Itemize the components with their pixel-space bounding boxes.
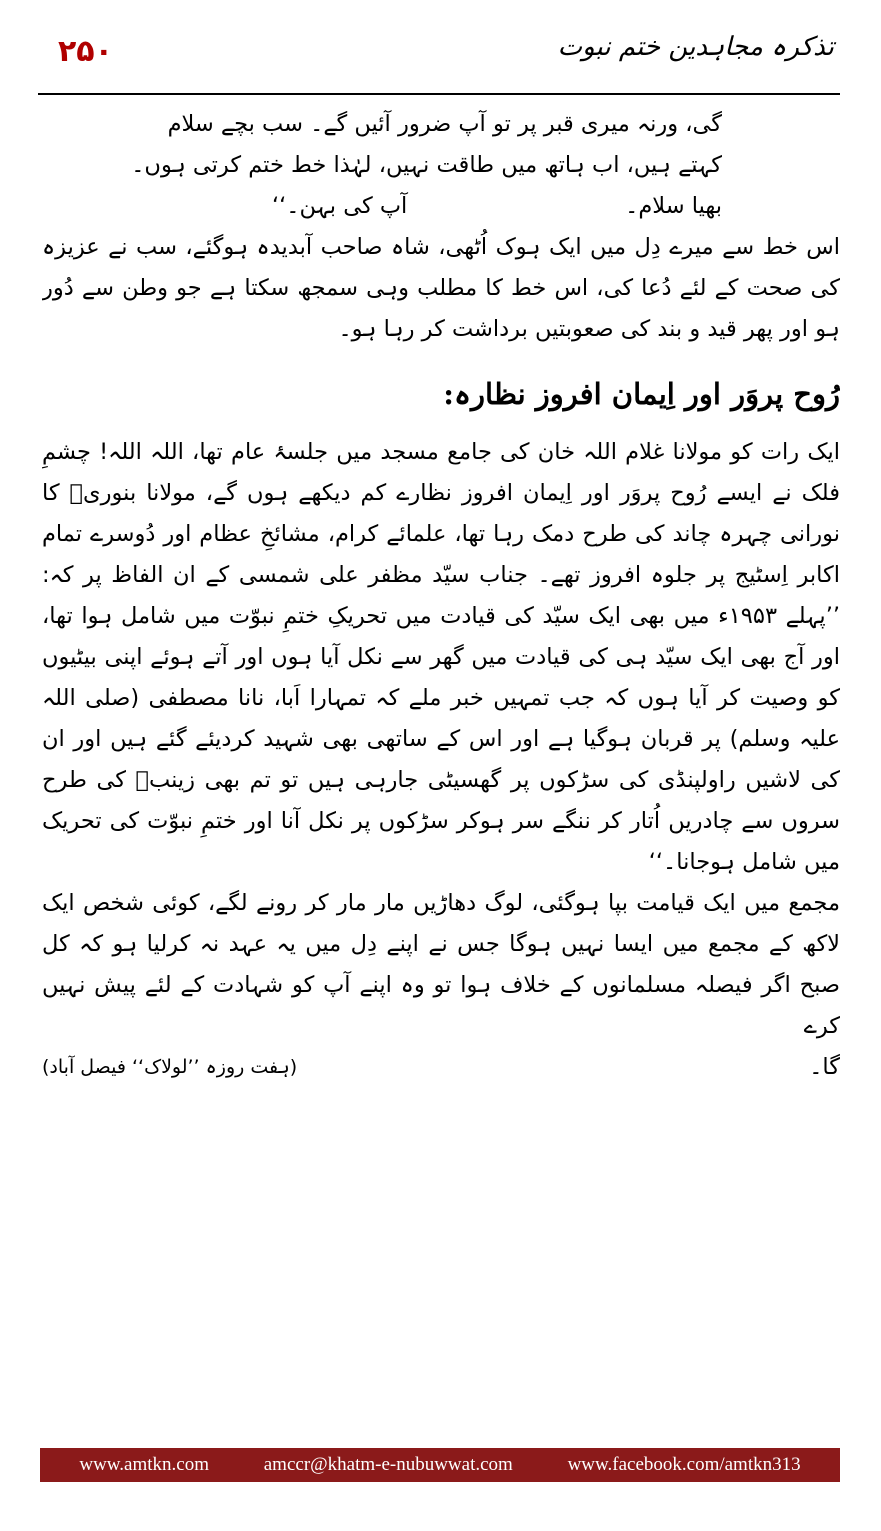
source-citation: (ہفت روزہ ’’لولاک‘‘ فیصل آباد) (42, 1056, 298, 1078)
paragraph-end: گا۔ (809, 1054, 840, 1080)
letter-closing (42, 186, 840, 227)
letter-line: گی، ورنہ میری قبر پر تو آپ ضرور آئیں گے۔ سب بچے سلام (167, 111, 722, 137)
letter-line: کہتے ہیں، اب ہاتھ میں طاقت نہیں، لہٰذا خط ختم کرتی ہوں۔ (131, 152, 722, 178)
page-header (38, 22, 838, 92)
page-content (42, 104, 840, 1439)
source-row (42, 1047, 840, 1088)
footer-website-link[interactable]: www.amtkn.com (79, 1454, 209, 1475)
header-divider (38, 93, 840, 95)
letter-signature: آپ کی بہن۔‘‘ (272, 193, 408, 219)
book-title: تذکرہ مجاہدین ختم نبوت (557, 32, 834, 62)
page-number: ۲۵۰ (58, 34, 113, 69)
footer-bar (40, 1448, 840, 1482)
footer-facebook-link[interactable]: www.facebook.com/amtkn313 (567, 1454, 801, 1475)
paragraph-gathering: ایک رات کو مولانا غلام اللہ خان کی جامع مسجد میں جلسۂ عام تھا، اللہ اللہ! چشمِ فلک نے ایسے رُوح پروَر اور اِیمان افروز نظارے کم دیکھے ہوں گے، مولانا بنوریؒ کا نورانی چہرہ چاند کی طرح دمک رہا تھا، علمائے کرام، مشائخِ عظام اور دُوسرے تمام اکابر اِسٹیج پر جلوہ افروز تھے۔ جناب سیّد مظفر علی شمسی کے ان الفاظ پر کہ: ’’پہلے ۱۹۵۳ء میں بھی ایک سیّد کی قیادت میں تحریکِ ختمِ نبوّت میں شامل ہوا تھا، اور آج بھی ایک سیّد ہی کی قیادت میں گھر سے نکل آیا ہوں اور آتے ہوئے اپنی بیٹیوں کو وصیت کر آیا ہوں کہ جب تمہیں خبر ملے کہ تمہارا اَبا، نانا مصطفی (صلی اللہ علیہ وسلم) پر قربان ہوگیا ہے اور اس کے ساتھی بھی شہید کردیئے گئے ہیں اور ان کی لاشیں راولپنڈی کی سڑکوں پر گھسیٹی جارہی ہیں تو تم بھی زینبؓ کی طرح سروں سے چادریں اُتار کر ننگے سر ہوکر سڑکوں پر نکل آنا اور ختمِ نبوّت کی تحریک میں شامل ہوجانا۔‘‘ (42, 439, 840, 875)
letter-excerpt (42, 104, 840, 186)
paragraph-letter-reaction: اس خط سے میرے دِل میں ایک ہوک اُٹھی، شاہ صاحب آبدیدہ ہوگئے، سب نے عزیزہ کی صحت کے لئے دُعا کی، اس خط کا مطلب وہی سمجھ سکتا ہے جو وطن سے دُور ہو اور پھر قید و بند کی صعوبتیں برداشت کر رہا ہو۔ (42, 234, 840, 342)
footer-email-link[interactable]: amccr@khatm-e-nubuwwat.com (263, 1454, 513, 1475)
section-heading: رُوح پروَر اور اِیمان افروز نظارہ: (443, 377, 840, 411)
letter-greeting: بھیا سلام۔ (625, 193, 722, 219)
paragraph-crowd-reaction: مجمع میں ایک قیامت بپا ہوگئی، لوگ دھاڑیں مار مار کر رونے لگے، کوئی شخص ایک لاکھ کے مجمع میں ایسا نہیں ہوگا جس نے اپنے دِل میں یہ عہد نہ کرلیا ہو کہ کل صبح اگر فیصلہ مسلمانوں کے خلاف ہوا تو وہ اپنے آپ کو شہادت کے لئے پیش نہیں کرے (42, 890, 840, 1039)
